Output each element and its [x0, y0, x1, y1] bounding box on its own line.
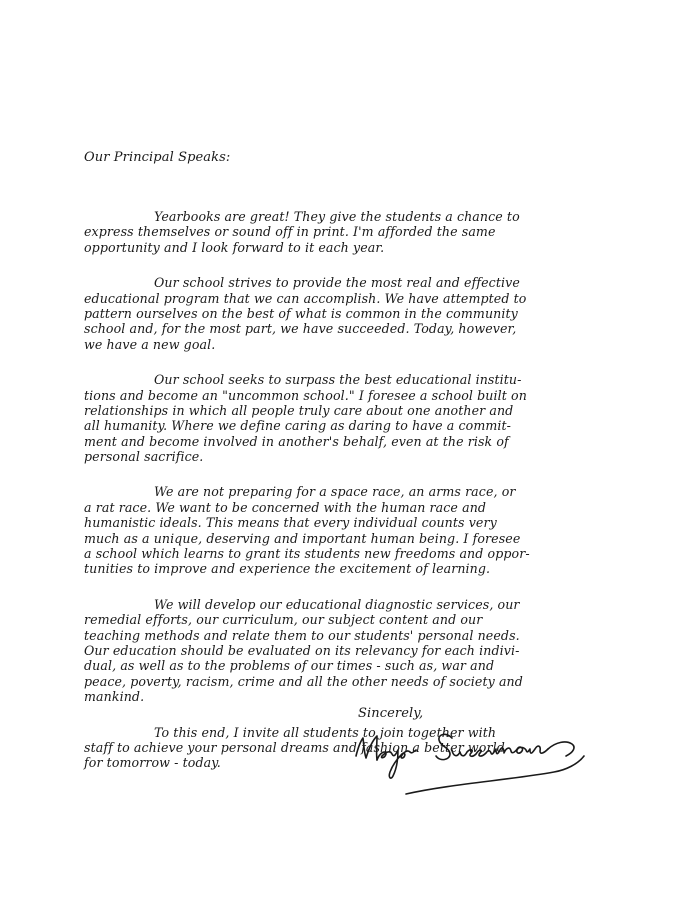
text-line: peace, poverty, racism, crime and all the other needs of society and: [84, 673, 523, 689]
text-line: Our education should be evaluated on its relevancy for each indivi-: [84, 642, 520, 658]
text-line: educational program that we can accomplish. We have attempted to: [84, 290, 527, 306]
text-line: humanistic ideals. This means that every individual counts very: [84, 515, 497, 531]
text-line: mankind.: [84, 689, 145, 705]
paragraph-3: [84, 372, 564, 464]
text-line: we have a new goal.: [84, 336, 216, 352]
paragraph-1: [84, 209, 564, 255]
paragraph-5: [84, 597, 564, 705]
text-line: express themselves or sound off in print. I'm afforded the same: [84, 224, 496, 240]
text-line: pattern ourselves on the best of what is common in the community: [84, 305, 518, 321]
paragraph-2: [84, 275, 564, 352]
text-line: We are not preparing for a space race, an arms race, or: [154, 484, 516, 500]
text-line: tunities to improve and experience the excitement of learning.: [84, 561, 491, 577]
text-line: teaching methods and relate them to our students' personal needs.: [84, 627, 520, 643]
text-line: for tomorrow - today.: [84, 755, 221, 771]
letter-greeting: Our Principal Speaks:: [84, 150, 231, 165]
text-line: ment and become involved in another's behalf, even at the risk of: [84, 433, 509, 449]
text-line: much as a unique, deserving and important human being. I foresee: [84, 530, 521, 546]
text-line: opportunity and I look forward to it each year.: [84, 239, 385, 255]
text-line: a rat race. We want to be concerned with the human race and: [84, 499, 487, 515]
text-line: Yearbooks are great! They give the students a chance to: [154, 209, 520, 224]
signature-graphic: [340, 722, 600, 812]
text-line: Our school seeks to surpass the best educational institu-: [154, 372, 522, 388]
text-line: remedial efforts, our curriculum, our subject content and our: [84, 612, 483, 628]
text-line: personal sacrifice.: [84, 449, 204, 465]
text-line: school and, for the most part, we have succeeded. Today, however,: [84, 321, 517, 337]
text-line: dual, as well as to the problems of our times - such as, war and: [84, 658, 495, 674]
text-line: We will develop our educational diagnostic services, our: [154, 596, 520, 612]
paragraph-4: [84, 484, 564, 576]
letter-closing: Sincerely,: [358, 706, 424, 721]
text-line: staff to achieve your personal dreams and fashion a better world: [84, 739, 505, 755]
text-line: Our school strives to provide the most real and effective: [154, 275, 520, 291]
letter-body: [84, 209, 564, 791]
text-line: all humanity. Where we define caring as daring to have a commit-: [84, 418, 512, 434]
text-line: To this end, I invite all students to join together with: [154, 724, 497, 740]
text-line: relationships in which all people truly care about one another and: [84, 402, 514, 418]
text-line: a school which learns to grant its students new freedoms and oppor-: [84, 546, 530, 562]
text-line: tions and become an "uncommon school." I foresee a school built on: [84, 387, 527, 403]
